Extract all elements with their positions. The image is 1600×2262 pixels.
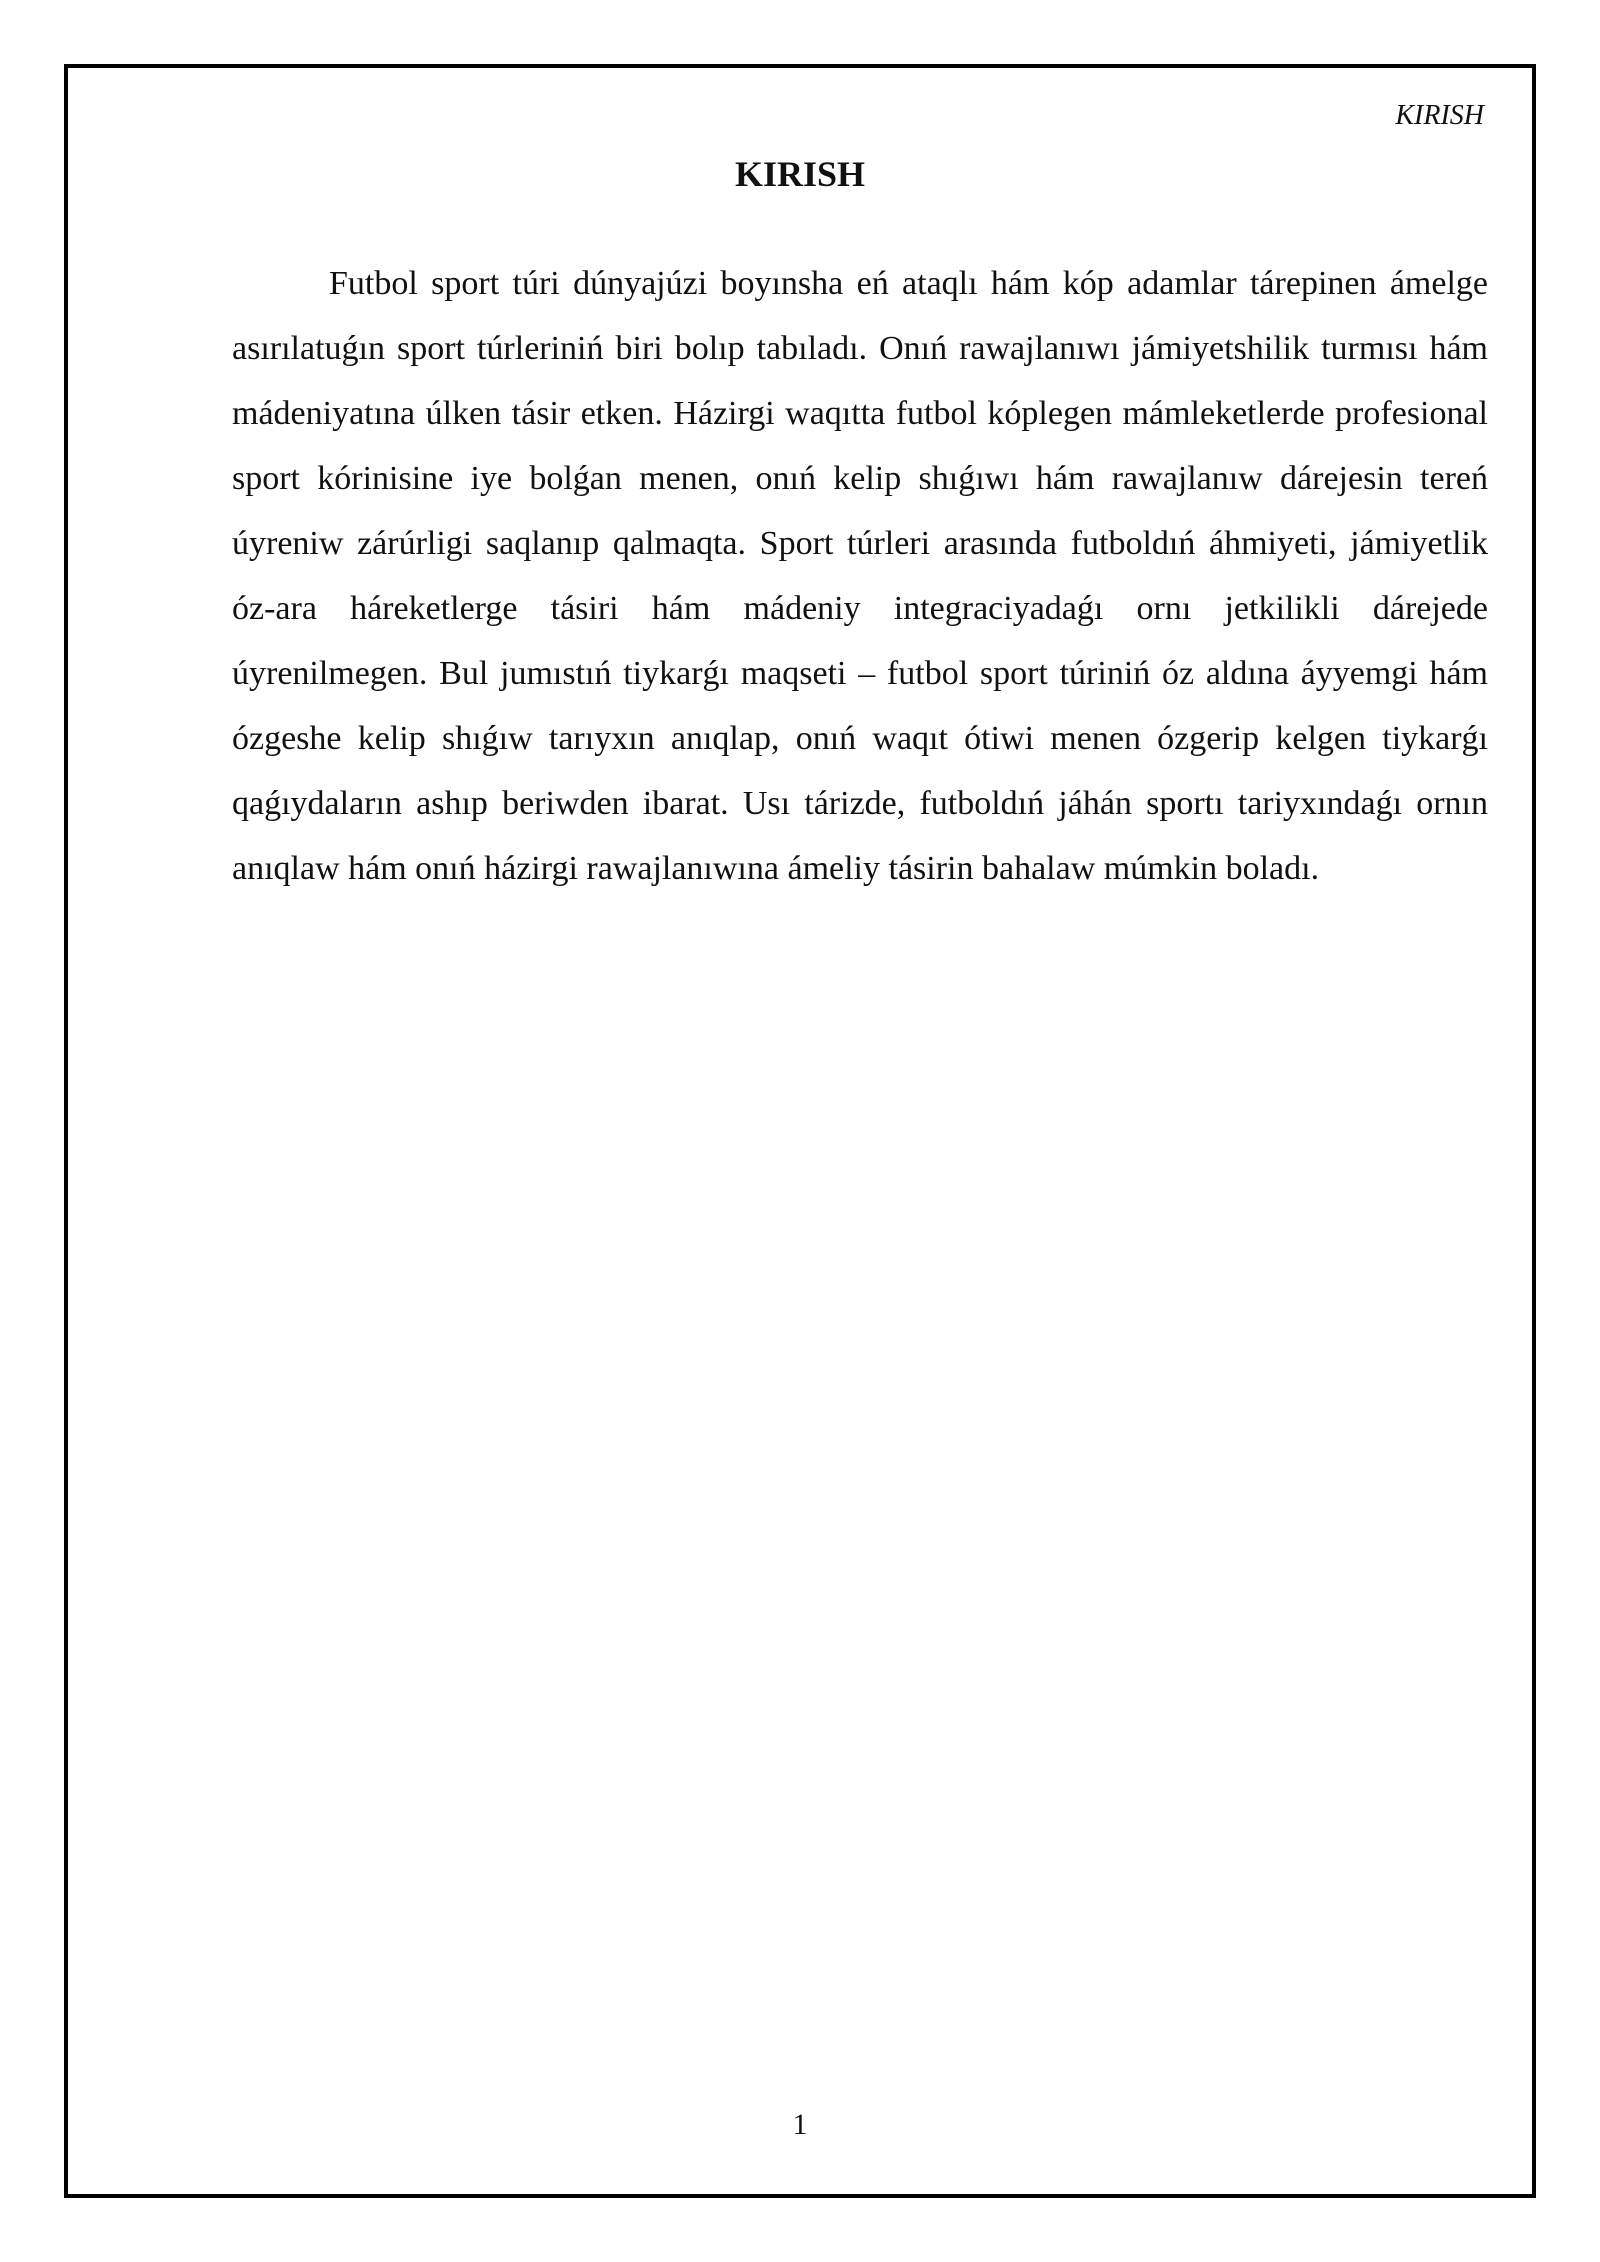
document-title: KIRISH	[734, 154, 866, 194]
body-paragraph: Futbol sport túri dúnyajúzi boyınsha eń ataqlı hám kóp adamlar tárepinen ámelge asırılatuǵın sport túrleriniń biri bolıp tabıladı. Onıń rawajlanıwı jámiyetshilik turmısı hám mádeniyatına úlken tásir etken. Házirgi waqıtta futbol kóplegen mámleketlerde profesional sport kórinisine iye bolǵan menen, onıń kelip shıǵıwı hám rawajlanıw dárejesin tereń úyreniw zárúrligi saqlanıp qalmaqta. Sport túrleri arasında futboldıń áhmiyeti, jámiyetlik óz-ara háreketlerge tásiri hám mádeniy integraciyadaǵı ornı jetkilikli dárejede úyrenilmegen. Bul jumıstıń tiykarǵı maqseti – futbol sport túriniń óz aldına áyyemgi hám ózgeshe kelip shıǵıw tarıyxın anıqlap, onıń waqıt ótiwi menen ózgerip kelgen tiykarǵı qaǵıydaların ashıp beriwden ibarat. Usı tárizde, futboldıń jáhán sportı tariyxındaǵı ornın anıqlaw hám onıń házirgi rawajlanıwına ámeliy tásirin bahalaw múmkin boladı.	[232, 265, 1488, 887]
page-number: 1	[792, 2108, 808, 2141]
page-frame	[64, 64, 1536, 2198]
running-header: KIRISH	[1395, 100, 1484, 131]
